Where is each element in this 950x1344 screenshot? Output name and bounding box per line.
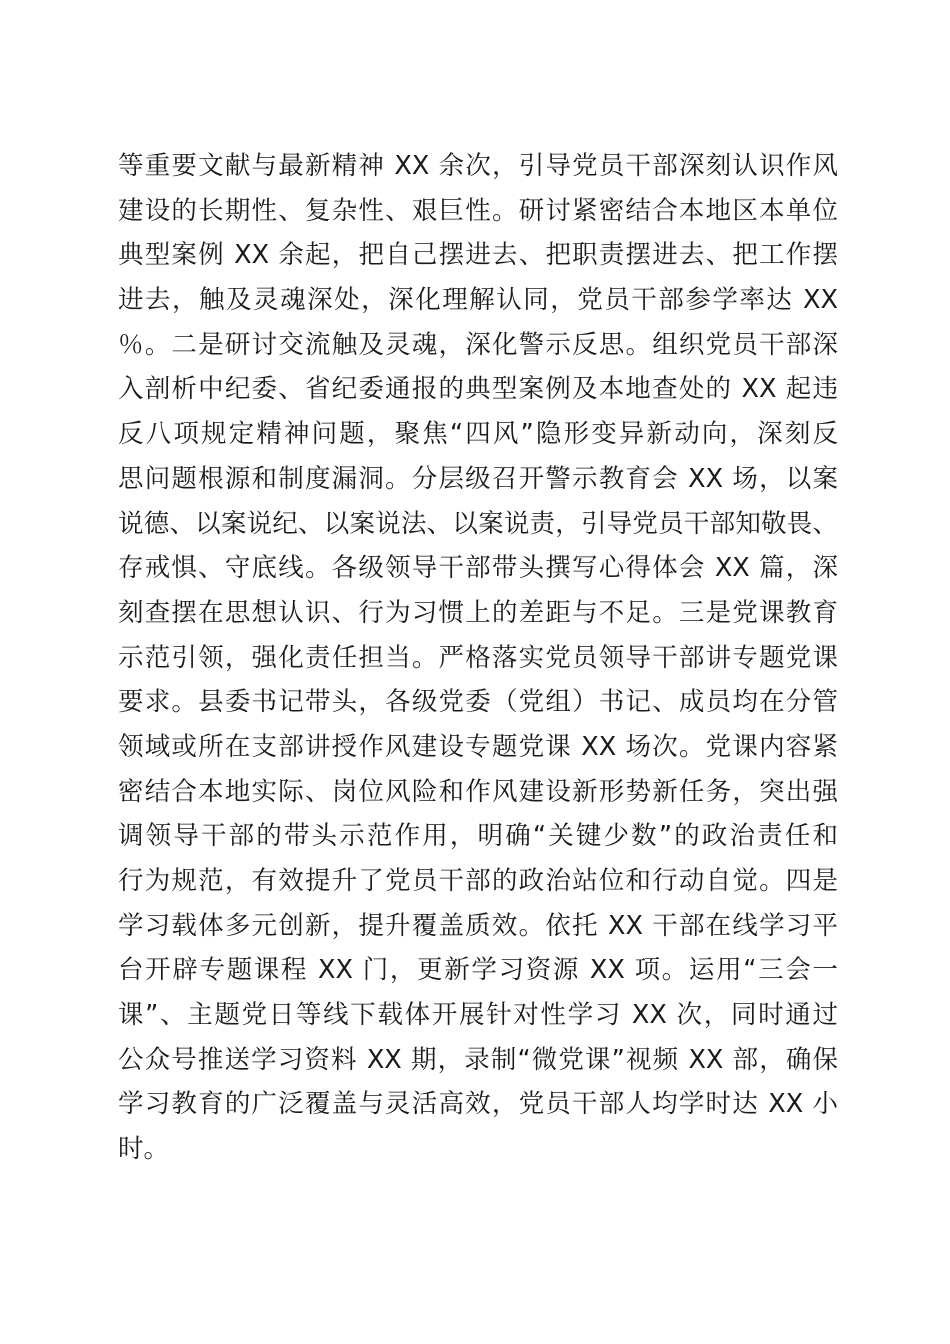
text-line: 行为规范，有效提升了党员干部的政治站位和行动自觉。四是 <box>118 866 838 896</box>
text-line: 存戒惧、守底线。各级领导干部带头撰写心得体会 XX 篇，深 <box>118 553 838 584</box>
text-line: 领域或所在支部讲授作风建设专题党课 XX 场次。党课内容紧 <box>118 731 838 762</box>
body-paragraph <box>118 144 838 1172</box>
text-line: 进去，触及灵魂深处，深化理解认同，党员干部参学率达 XX <box>118 285 838 316</box>
text-line: 课”、主题党日等线下载体开展针对性学习 XX 次，同时通过 <box>118 1000 838 1031</box>
text-line: 要求。县委书记带头，各级党委（党组）书记、成员均在分管 <box>118 687 838 718</box>
text-line: 时。 <box>118 1134 170 1165</box>
text-line: 反八项规定精神问题，聚焦“四风”隐形变异新动向，深刻反 <box>118 419 838 450</box>
text-line: 公众号推送学习资料 XX 期，录制“微党课”视频 XX 部，确保 <box>118 1044 838 1075</box>
text-line: 典型案例 XX 余起，把自己摆进去、把职责摆进去、把工作摆 <box>118 240 838 271</box>
text-line: 建设的长期性、复杂性、艰巨性。研讨紧密结合本地区本单位 <box>118 195 838 226</box>
text-line: 学习教育的广泛覆盖与灵活高效，党员干部人均学时达 XX 小 <box>118 1089 838 1120</box>
text-line: ％。二是研讨交流触及灵魂，深化警示反思。组织党员干部深 <box>118 329 838 360</box>
text-line: 等重要文献与最新精神 XX 余次，引导党员干部深刻认识作风 <box>118 151 838 181</box>
text-line: 台开辟专题课程 XX 门，更新学习资源 XX 项。运用“三会一 <box>118 955 838 986</box>
text-line: 调领导干部的带头示范作用，明确“关键少数”的政治责任和 <box>118 821 838 852</box>
text-line: 入剖析中纪委、省纪委通报的典型案例及本地查处的 XX 起违 <box>118 374 838 405</box>
text-line: 思问题根源和制度漏洞。分层级召开警示教育会 XX 场，以案 <box>118 463 838 494</box>
text-line: 密结合本地实际、岗位风险和作风建设新形势新任务，突出强 <box>118 776 838 807</box>
text-line: 说德、以案说纪、以案说法、以案说责，引导党员干部知敬畏、 <box>118 508 838 539</box>
text-line: 刻查摆在思想认识、行为习惯上的差距与不足。三是党课教育 <box>118 597 838 628</box>
text-line: 学习载体多元创新，提升覆盖质效。依托 XX 干部在线学习平 <box>118 910 838 941</box>
text-line: 示范引领，强化责任担当。严格落实党员领导干部讲专题党课 <box>118 642 838 673</box>
